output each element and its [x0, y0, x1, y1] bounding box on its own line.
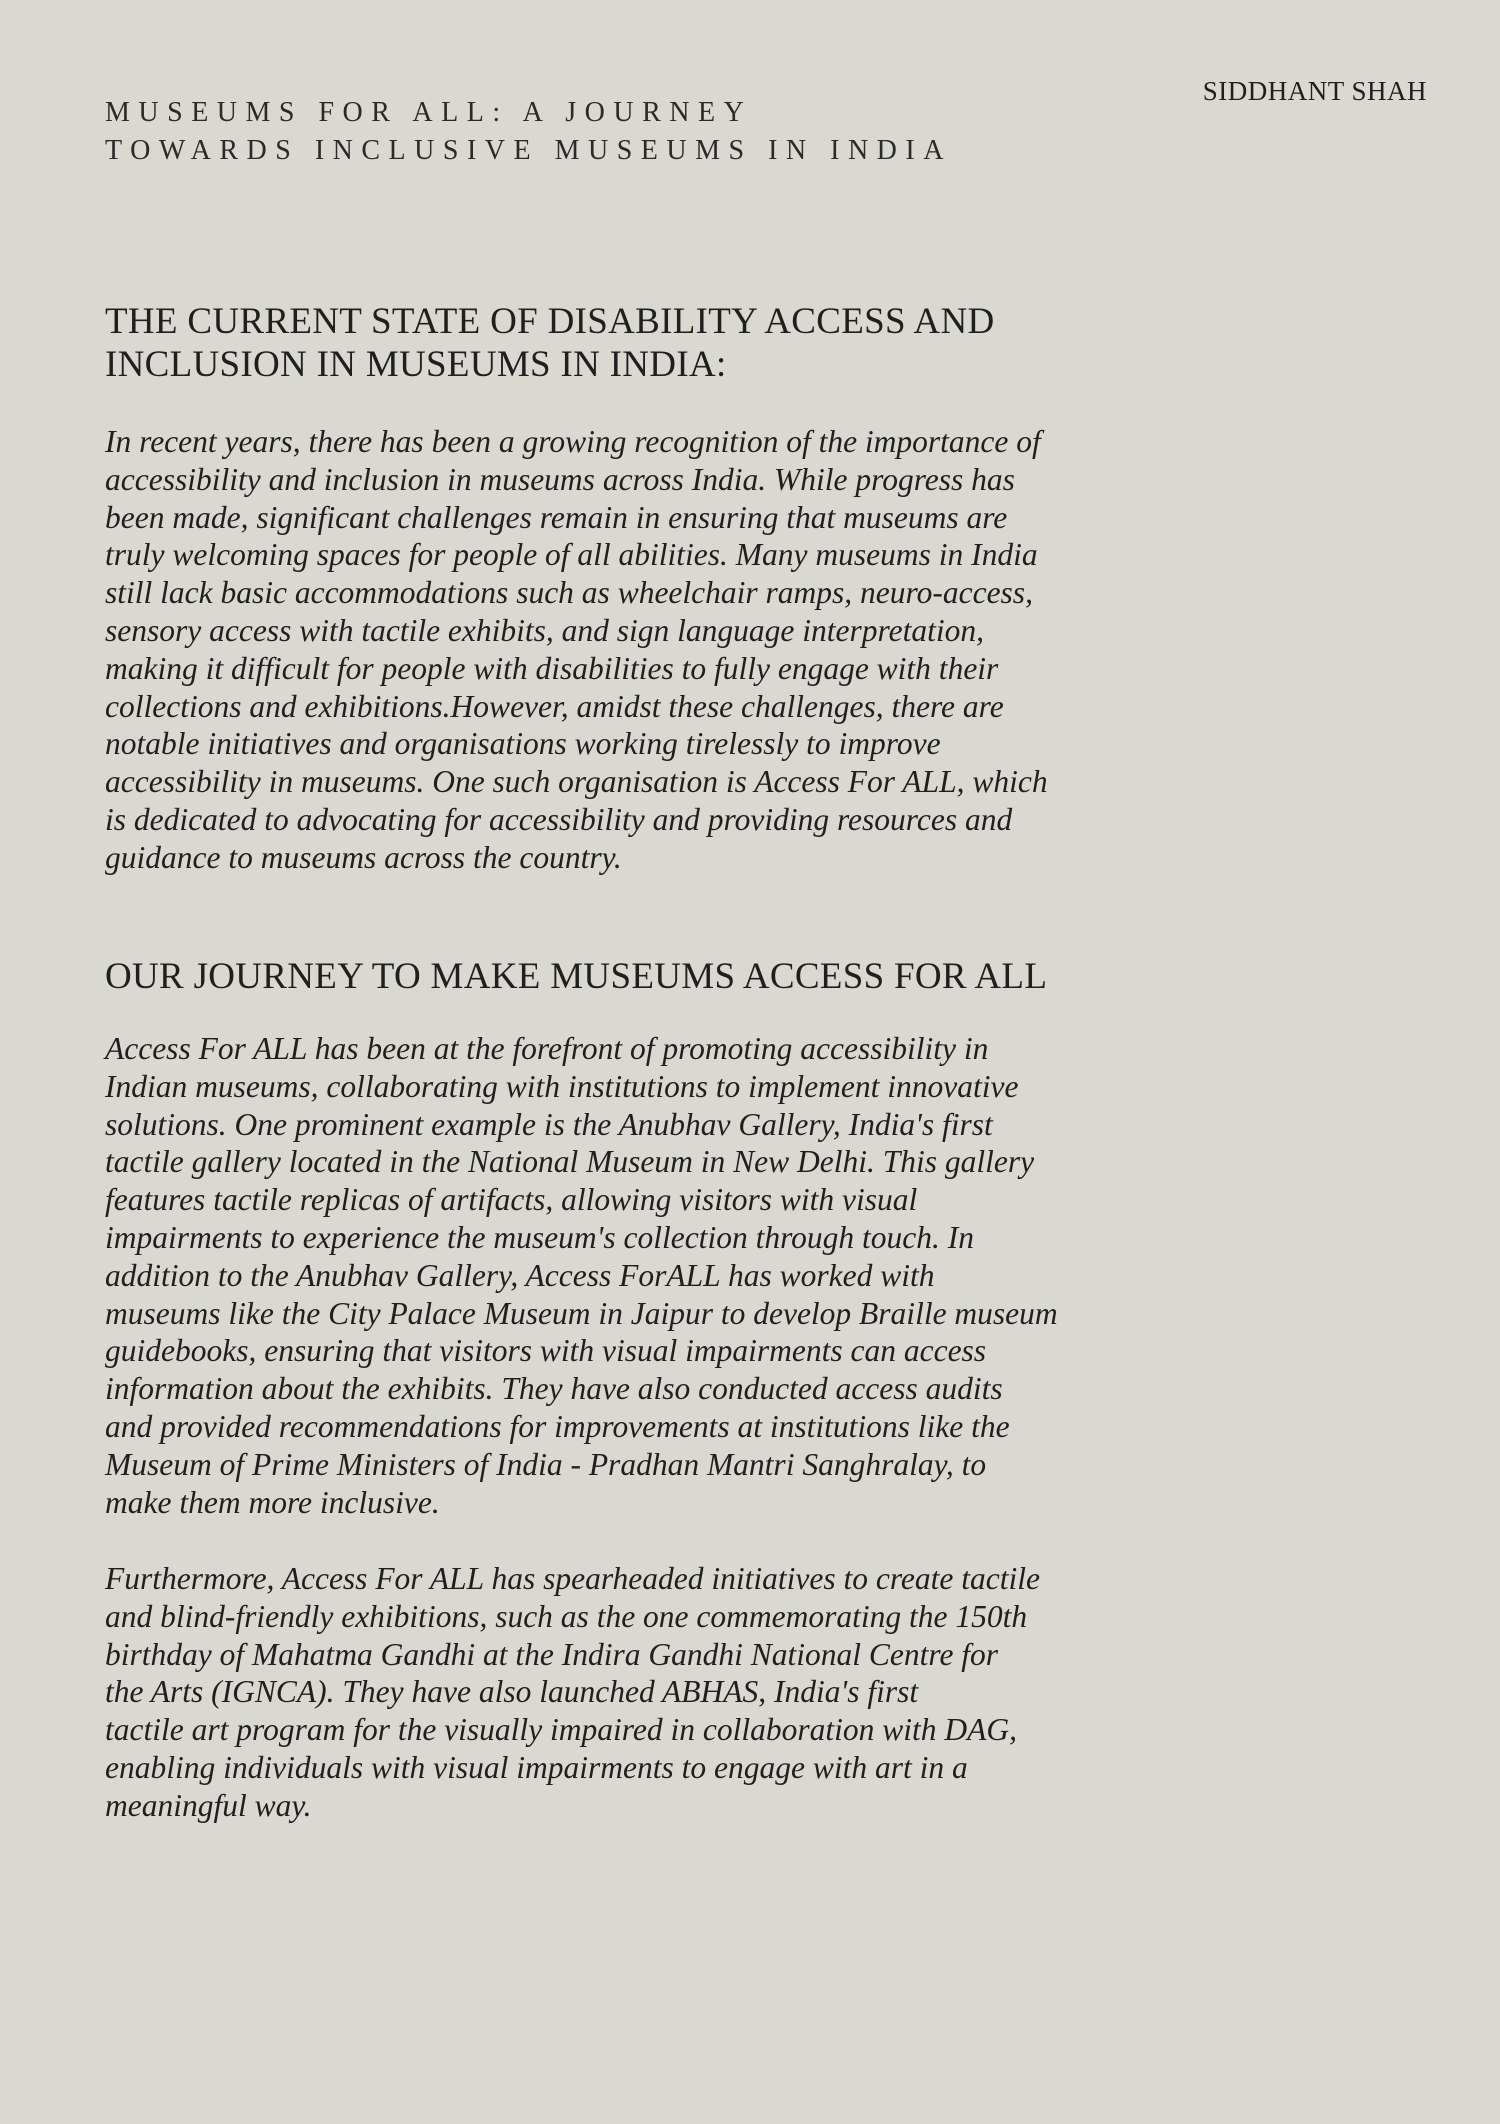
- paragraph-line: still lack basic accommodations such as wheelchair ramps, neuro-access,: [105, 575, 1033, 611]
- paragraph-line: birthday of Mahatma Gandhi at the Indira Gandhi National Centre for: [105, 1636, 999, 1672]
- paragraph-line: guidebooks, ensuring that visitors with visual impairments can access: [105, 1333, 987, 1369]
- author-name: SIDDHANT SHAH: [1202, 76, 1427, 106]
- paragraph-line: Access For ALL has been at the forefront of promoting accessibility in: [105, 1031, 989, 1066]
- header-title-line: MUSEUMS FOR ALL: A JOURNEY: [105, 97, 753, 128]
- paragraph-line: collections and exhibitions.However, amidst these challenges, there are: [105, 688, 1004, 724]
- paragraph-line: museums like the City Palace Museum in Jaipur to develop Braille museum: [105, 1295, 1058, 1331]
- paragraph-line: addition to the Anubhav Gallery, Access ForALL has worked with: [105, 1257, 935, 1293]
- section-our-journey-paragraph-2: [105, 1560, 1145, 1825]
- paragraph-line: the Arts (IGNCA). They have also launched ABHAS, India's first: [105, 1674, 919, 1710]
- paragraph-line: features tactile replicas of artifacts, allowing visitors with visual: [105, 1182, 918, 1218]
- paragraph-line: Furthermore, Access For ALL has spearheaded initiatives to create tactile: [105, 1561, 1040, 1596]
- paragraph-line: and provided recommendations for improvements at institutions like the: [105, 1408, 1010, 1444]
- paragraph-line: Indian museums, collaborating with institutions to implement innovative: [105, 1068, 1019, 1104]
- heading-line: INCLUSION IN MUSEUMS IN INDIA:: [105, 344, 727, 385]
- paragraph-line: accessibility in museums. One such organisation is Access For ALL, which: [105, 764, 1048, 800]
- paragraph-line: impairments to experience the museum's collection through touch. In: [105, 1219, 975, 1255]
- paragraph-line: accessibility and inclusion in museums across India. While progress has: [105, 461, 1015, 497]
- section-our-journey-paragraph-1: [105, 1030, 1145, 1521]
- paragraph-line: is dedicated to advocating for accessibility and providing resources and: [105, 801, 1013, 837]
- header-title-line: TOWARDS INCLUSIVE MUSEUMS IN INDIA: [105, 135, 952, 166]
- paragraph-line: guidance to museums across the country.: [105, 839, 622, 875]
- paragraph-line: truly welcoming spaces for people of all abilities. Many museums in India: [105, 537, 1038, 573]
- heading-line: OUR JOURNEY TO MAKE MUSEUMS ACCESS FOR ALL: [105, 956, 1048, 997]
- section-heading-current-state: [105, 300, 1155, 386]
- paragraph-line: In recent years, there has been a growing recognition of the importance of: [105, 424, 1041, 459]
- paragraph-line: making it difficult for people with disabilities to fully engage with their: [105, 650, 999, 686]
- paragraph-line: been made, significant challenges remain in ensuring that museums are: [105, 499, 1008, 535]
- paragraph-line: notable initiatives and organisations working tirelessly to improve: [105, 726, 941, 762]
- paragraph-line: tactile art program for the visually impaired in collaboration with DAG,: [105, 1712, 1017, 1748]
- paragraph-line: solutions. One prominent example is the Anubhav Gallery, India's first: [105, 1106, 993, 1142]
- paragraph-line: and blind-friendly exhibitions, such as the one commemorating the 150th: [105, 1598, 1028, 1634]
- paragraph-line: sensory access with tactile exhibits, and sign language interpretation,: [105, 612, 984, 648]
- paragraph-line: Museum of Prime Ministers of India - Pradhan Mantri Sanghralay, to: [105, 1446, 987, 1482]
- document-header-title: [105, 94, 1105, 170]
- section-current-state-paragraph: [105, 423, 1145, 877]
- paragraph-line: meaningful way.: [105, 1787, 312, 1823]
- paragraph-line: tactile gallery located in the National Museum in New Delhi. This gallery: [105, 1144, 1035, 1180]
- section-heading-our-journey: [105, 955, 1155, 998]
- paragraph-line: make them more inclusive.: [105, 1484, 440, 1520]
- heading-line: THE CURRENT STATE OF DISABILITY ACCESS AND: [105, 301, 995, 342]
- paragraph-line: enabling individuals with visual impairments to engage with art in a: [105, 1749, 968, 1785]
- paragraph-line: information about the exhibits. They have also conducted access audits: [105, 1371, 1003, 1407]
